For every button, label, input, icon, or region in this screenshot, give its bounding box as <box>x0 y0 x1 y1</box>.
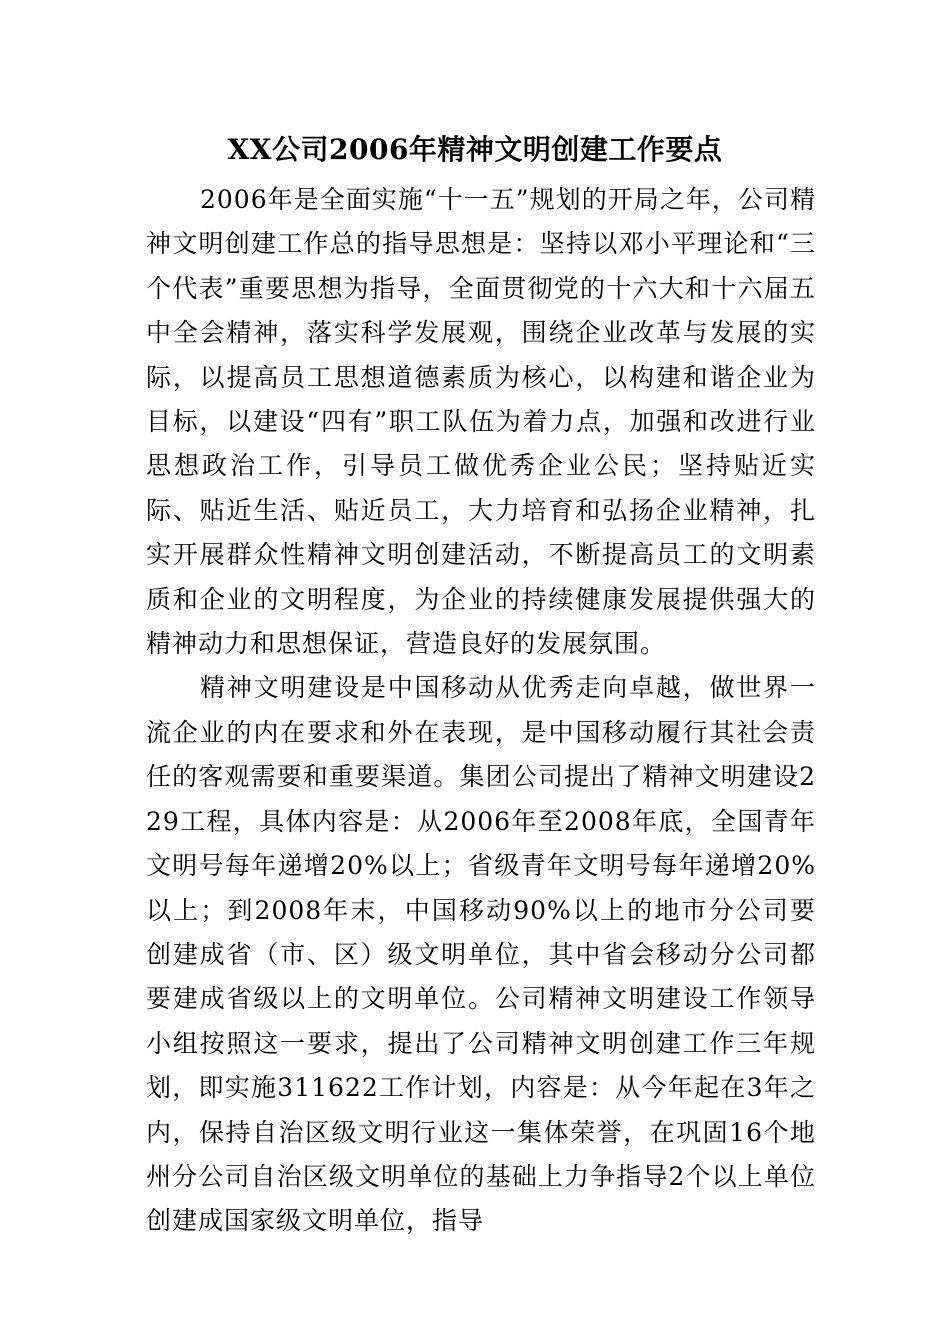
paragraph-1: 2006年是全面实施“十一五”规划的开局之年，公司精神文明创建工作总的指导思想是：坚持以邓小平理论和“三个代表”重要思想为指导，全面贯彻党的十六大和十六届五中全会精神，落实科学发展观，围绕企业改革与发展的实际，以提高员工思想道德素质为核心，以构建和谐企业为目标，以建设“四有”职工队伍为着力点，加强和改进行业思想政治工作，引导员工做优秀企业公民；坚持贴近实际、贴近生活、贴近员工，大力培育和弘扬企业精神，扎实开展群众性精神文明创建活动，不断提高员工的文明素质和企业的文明程度，为企业的持续健康发展提供强大的精神动力和思想保证，营造良好的发展氛围。 <box>146 185 816 659</box>
document-title: XX公司2006年精神文明创建工作要点 <box>227 133 723 166</box>
document-body <box>146 178 816 1244</box>
paragraph-2: 精神文明建设是中国移动从优秀走向卓越，做世界一流企业的内在要求和外在表现，是中国移动履行其社会责任的客观需要和重要渠道。集团公司提出了精神文明建设229工程，具体内容是：从2006年至2008年底，全国青年文明号每年递增20%以上；省级青年文明号每年递增20%以上；到2008年末，中国移动90%以上的地市分公司要创建成省（市、区）级文明单位，其中省会移动分公司都要建成省级以上的文明单位。公司精神文明建设工作领导小组按照这一要求，提出了公司精神文明创建工作三年规划，即实施311622工作计划，内容是：从今年起在3年之内，保持自治区级文明行业这一集体荣誉，在巩固16个地州分公司自治区级文明单位的基础上力争指导2个以上单位创建成国家级文明单位，指导 <box>146 673 816 1236</box>
